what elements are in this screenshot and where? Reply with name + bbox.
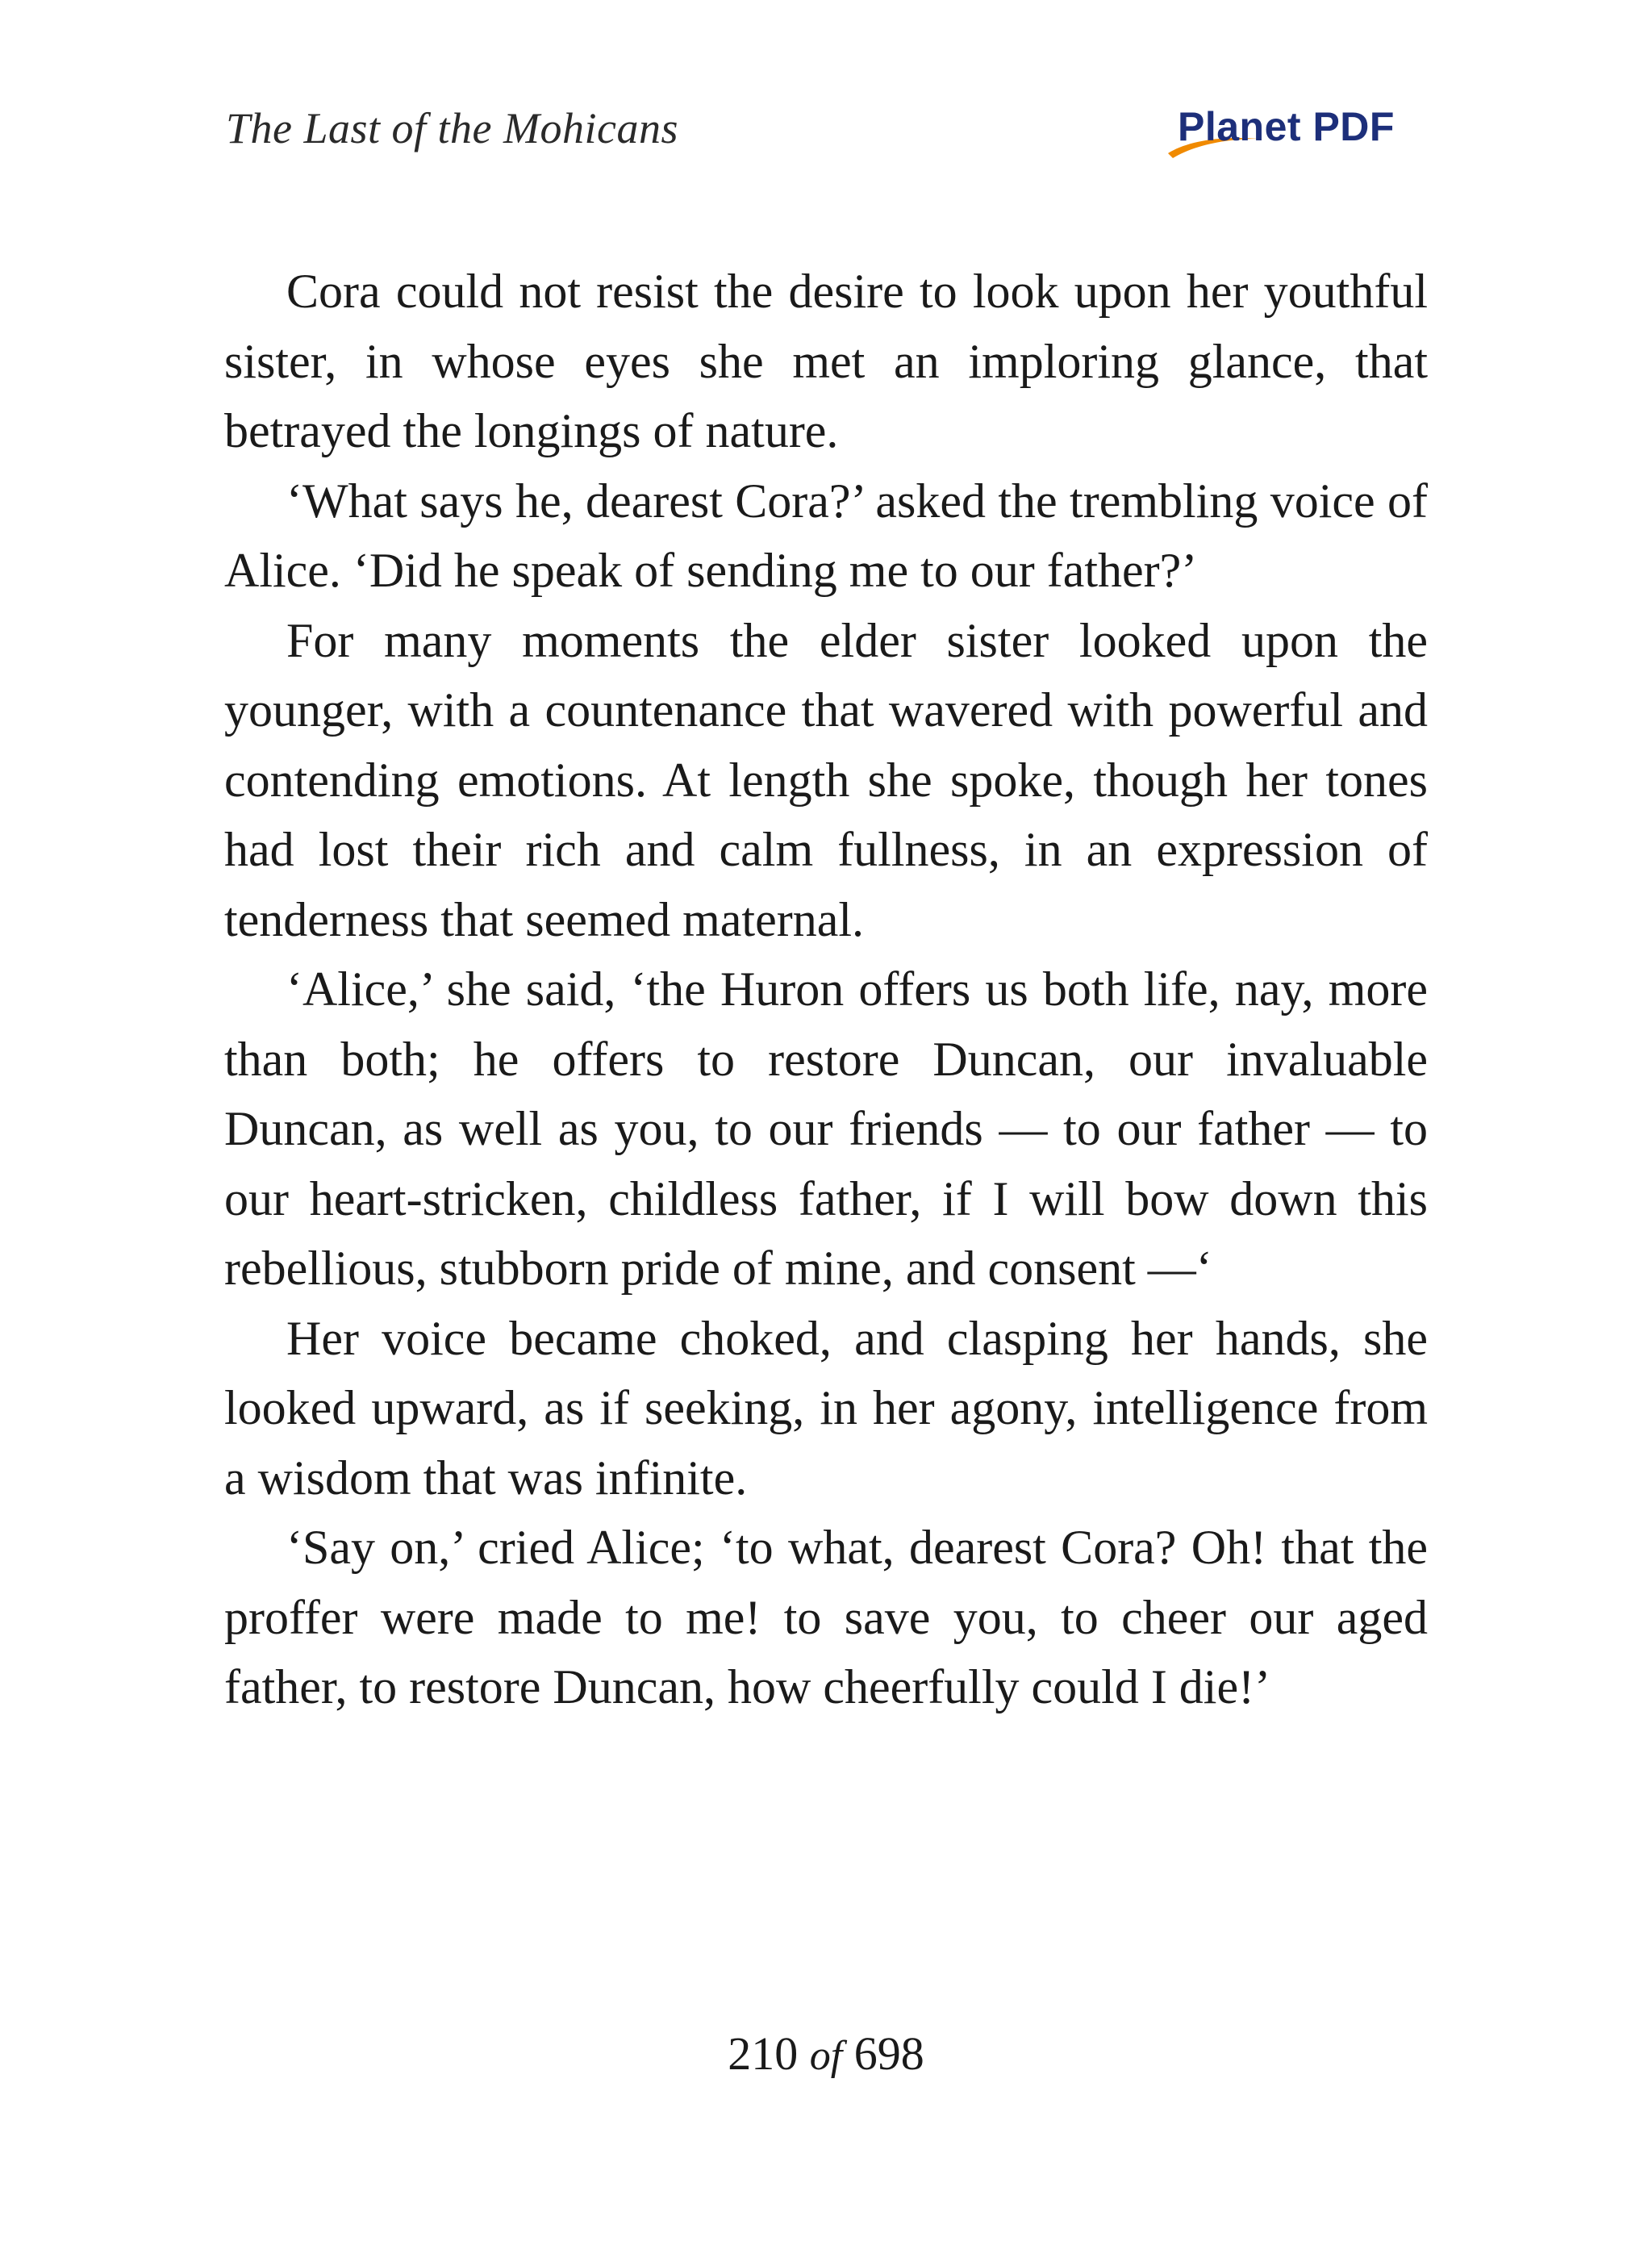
book-title: The Last of the Mohicans (226, 104, 678, 152)
page-of-label: of (809, 2033, 843, 2079)
paragraph: For many moments the elder sister looked upon the younger, with a countenance that wavered with powerful and contending emotions. At length she spoke, though her tones had lost their rich and calm fullness, in an expression of tenderness that seemed maternal. (224, 613, 1428, 946)
page-header (0, 0, 1652, 186)
planet-pdf-logo (1162, 103, 1428, 168)
total-pages: 698 (853, 2027, 924, 2080)
paragraph: ‘Say on,’ cried Alice; ‘to what, dearest Cora? Oh! that the proffer were made to me! to save you, to cheer our aged father, to restore Duncan, how cheerfully could I die!’ (224, 1521, 1428, 1713)
paragraph: ‘Alice,’ she said, ‘the Huron offers us both life, nay, more than both; he offers to restore Duncan, our invaluable Duncan, as well as you, to our friends — to our father — to our heart-stricken, childless father, if I will bow down this rebellious, stubborn pride of mine, and consent —‘ (224, 962, 1428, 1295)
page-number (0, 2027, 1652, 2081)
logo-text: Planet PDF (1178, 104, 1395, 149)
page-body (224, 257, 1428, 1722)
paragraph: Cora could not resist the desire to look upon her youthful sister, in whose eyes she met an imploring glance, that betrayed the longings of nature. (224, 265, 1428, 457)
current-page: 210 (728, 2027, 799, 2080)
paragraph: Her voice became choked, and clasping her hands, she looked upward, as if seeking, in her agony, intelligence from a wisdom that was infinite. (224, 1311, 1428, 1505)
paragraph: ‘What says he, dearest Cora?’ asked the trembling voice of Alice. ‘Did he speak of sending me to our father?’ (224, 474, 1428, 597)
